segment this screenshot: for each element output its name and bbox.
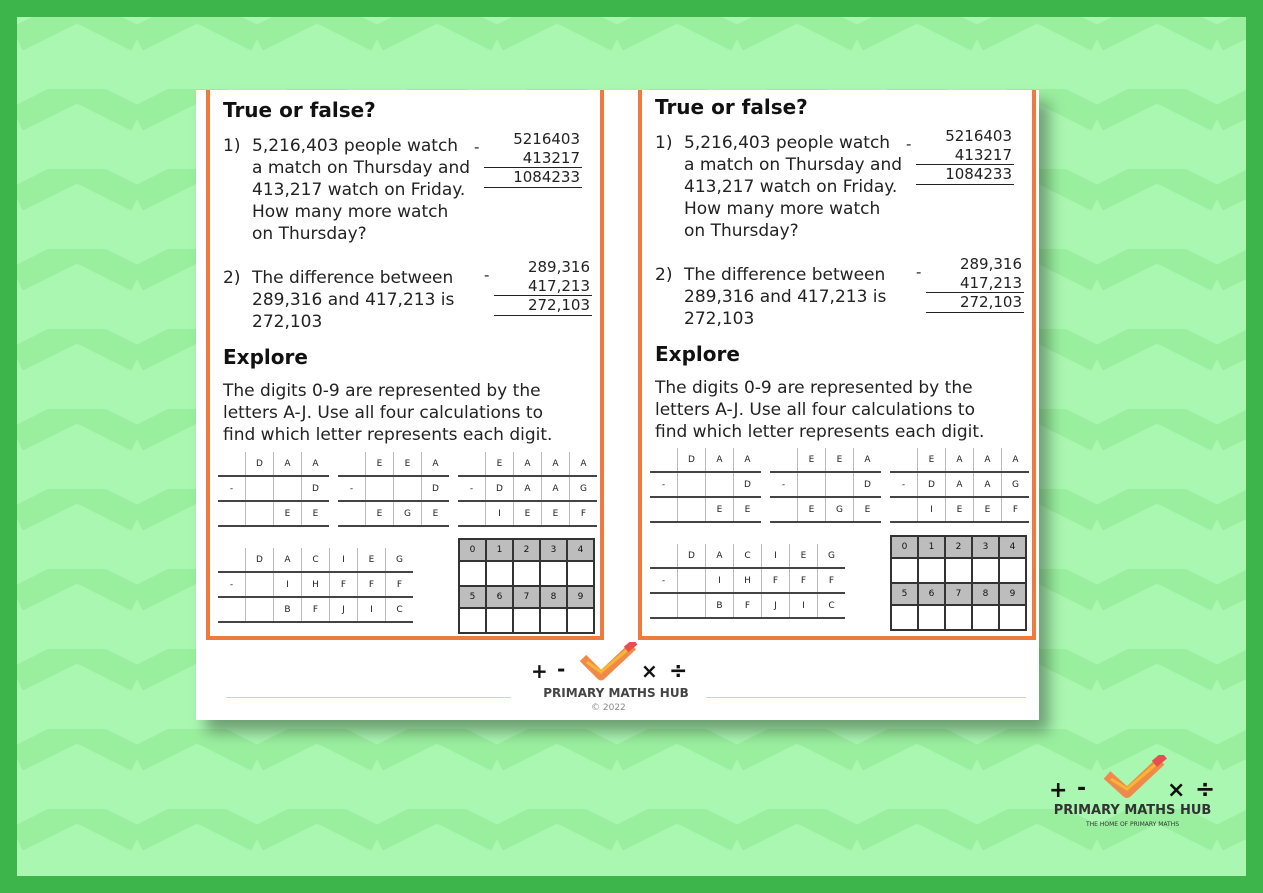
grid-cell: A [302, 452, 330, 476]
grid-cell: E [706, 497, 734, 522]
maths-symbols-tick-icon [1045, 755, 1220, 803]
grid-cell [678, 497, 706, 522]
logo-brand-name: PRIMARY MATHS HUB [1053, 803, 1212, 818]
grid-cell: D [302, 476, 330, 501]
digit-answer-cell [567, 561, 594, 586]
calc-line [484, 167, 582, 168]
grid-cell: A [974, 448, 1002, 472]
digit-header-cell: 9 [999, 583, 1026, 605]
grid-cell: - [218, 572, 246, 597]
worksheet-card-right [638, 90, 1036, 640]
grid-cell: H [734, 568, 762, 593]
grid-cell: I [486, 501, 514, 526]
digit-header-cell: 0 [891, 536, 918, 558]
grid-cell: F [302, 597, 330, 622]
digit-header-cell: 8 [540, 586, 567, 608]
calc-top-number: 289,316 [959, 255, 1022, 273]
grid-cell: E [798, 497, 826, 522]
grid-cell [246, 597, 274, 622]
digit-answer-cell [513, 561, 540, 586]
grid-cell: G [1002, 472, 1030, 497]
grid-cell: A [422, 452, 450, 476]
footer-copyright: © 2022 [591, 703, 626, 713]
digit-header-cell: 0 [459, 539, 486, 561]
grid-cell: E [946, 497, 974, 522]
grid-cell: A [854, 448, 882, 472]
worksheet-page [196, 90, 1039, 720]
grid-cell: A [514, 452, 542, 476]
grid-cell: C [818, 593, 846, 618]
grid-cell: E [358, 548, 386, 572]
grid-cell [890, 448, 918, 472]
q2-calculation [916, 255, 1022, 319]
grid-cell: H [302, 572, 330, 597]
grid-cell [366, 476, 394, 501]
grid-cell: E [790, 544, 818, 568]
question-1-number: 1) [655, 133, 673, 153]
grid-cell: F [762, 568, 790, 593]
grid-cell: A [974, 472, 1002, 497]
grid-cell [826, 472, 854, 497]
grid-cell: F [1002, 497, 1030, 522]
digit-answer-grid [890, 535, 1027, 631]
calc-answer: 1084233 [513, 168, 580, 186]
grid-cell [338, 452, 366, 476]
grid-cell: - [770, 472, 798, 497]
grid-cell [770, 497, 798, 522]
explore-heading: Explore [223, 345, 308, 369]
footer-divider-left [226, 697, 511, 698]
digit-header-cell: 4 [999, 536, 1026, 558]
digit-answer-cell [972, 558, 999, 583]
svg-text:-: - [557, 657, 566, 681]
question-2-text: The difference between 289,316 and 417,213 is 272,103 [252, 268, 455, 332]
grid-cell [650, 497, 678, 522]
grid-cell: C [386, 597, 414, 622]
grid-cell [678, 472, 706, 497]
grid-cell: G [386, 548, 414, 572]
grid-cell: C [734, 544, 762, 568]
grid-cell [678, 568, 706, 593]
calc-line [926, 312, 1024, 313]
grid-cell: - [458, 476, 486, 501]
grid-cell [246, 476, 274, 501]
true-or-false-heading: True or false? [223, 98, 376, 122]
explore-instructions: The digits 0-9 are represented by the letters A-J. Use all four calculations to find which letter represents each digit. [655, 378, 985, 442]
digit-answer-cell [567, 608, 594, 633]
grid-cell: E [798, 448, 826, 472]
grid-cell: E [394, 452, 422, 476]
grid-cell: A [570, 452, 598, 476]
grid-cell [678, 593, 706, 618]
q1-calculation [474, 130, 580, 194]
calc-line [926, 292, 1024, 293]
grid-cell: - [218, 476, 246, 501]
digit-answer-cell [459, 561, 486, 586]
digit-answer-cell [999, 558, 1026, 583]
question-2-text: The difference between 289,316 and 417,213 is 272,103 [684, 265, 887, 329]
calc-answer: 272,103 [959, 293, 1022, 311]
grid-cell: G [570, 476, 598, 501]
grid-cell: E [422, 501, 450, 526]
grid-cell [798, 472, 826, 497]
grid-cell [770, 448, 798, 472]
grid-cell [246, 572, 274, 597]
grid-cell: D [246, 548, 274, 572]
explore-instructions: The digits 0-9 are represented by the letters A-J. Use all four calculations to find which letter represents each digit. [223, 381, 553, 445]
grid-cell: E [918, 448, 946, 472]
calc-top-number: 5216403 [945, 127, 1012, 145]
grid-cell: D [678, 448, 706, 472]
grid-cell: I [330, 548, 358, 572]
grid-cell: D [246, 452, 274, 476]
calc-subtracted-number: 413217 [954, 146, 1012, 164]
calc-line [494, 295, 592, 296]
maths-symbols-tick-icon [521, 642, 711, 688]
calc-top-number: 289,316 [527, 258, 590, 276]
digit-header-cell: 6 [918, 583, 945, 605]
digit-header-cell: 3 [972, 536, 999, 558]
grid-cell: F [386, 572, 414, 597]
digit-answer-cell [945, 558, 972, 583]
digit-answer-cell [918, 558, 945, 583]
grid-cell: I [274, 572, 302, 597]
grid-cell [218, 548, 246, 572]
digit-answer-cell [891, 605, 918, 630]
svg-text:÷: ÷ [1195, 775, 1216, 803]
grid-cell: - [650, 472, 678, 497]
grid-cell [218, 597, 246, 622]
grid-cell: E [486, 452, 514, 476]
digit-answer-cell [486, 561, 513, 586]
grid-cell: F [734, 593, 762, 618]
grid-cell: J [762, 593, 790, 618]
question-1-text: 5,216,403 people watch a match on Thursday and 413,217 watch on Friday. How many more watch on Thursday? [252, 136, 471, 244]
grid-cell [458, 452, 486, 476]
letter-calculation-grid [218, 452, 329, 527]
grid-cell: A [706, 544, 734, 568]
grid-cell: A [946, 472, 974, 497]
grid-cell: E [974, 497, 1002, 522]
digit-header-cell: 7 [513, 586, 540, 608]
digit-header-cell: 5 [891, 583, 918, 605]
calc-line [494, 315, 592, 316]
grid-cell: I [918, 497, 946, 522]
grid-cell: D [854, 472, 882, 497]
q1-calculation [906, 127, 1012, 191]
minus-sign: - [906, 135, 912, 153]
grid-cell: F [358, 572, 386, 597]
grid-cell: E [366, 452, 394, 476]
digit-header-cell: 2 [513, 539, 540, 561]
digit-answer-cell [540, 561, 567, 586]
footer-divider-right [706, 697, 1026, 698]
grid-cell: A [946, 448, 974, 472]
letter-calculation-grid [338, 452, 449, 527]
grid-cell [890, 497, 918, 522]
primary-maths-hub-logo [1045, 755, 1220, 835]
digit-answer-cell [459, 608, 486, 633]
letter-calculation-grid [770, 448, 881, 523]
calc-answer: 272,103 [527, 296, 590, 314]
question-1-text: 5,216,403 people watch a match on Thursday and 413,217 watch on Friday. How many more watch on Thursday? [684, 133, 903, 241]
digit-header-cell: 2 [945, 536, 972, 558]
digit-answer-grid [458, 538, 595, 634]
grid-cell [706, 472, 734, 497]
digit-answer-cell [891, 558, 918, 583]
digit-header-cell: 1 [486, 539, 513, 561]
grid-cell: - [338, 476, 366, 501]
letter-calculation-grid [650, 448, 761, 523]
grid-cell [394, 476, 422, 501]
digit-header-cell: 5 [459, 586, 486, 608]
letter-calculation-grid [458, 452, 597, 527]
digit-header-cell: 9 [567, 586, 594, 608]
grid-cell [458, 501, 486, 526]
svg-text:×: × [1167, 778, 1186, 803]
grid-cell [650, 593, 678, 618]
calc-line [916, 184, 1014, 185]
digit-header-cell: 8 [972, 583, 999, 605]
grid-cell: E [302, 501, 330, 526]
grid-cell: B [706, 593, 734, 618]
svg-text:+: + [531, 659, 548, 683]
grid-cell: A [542, 476, 570, 501]
svg-text:÷: ÷ [669, 659, 688, 684]
minus-sign: - [916, 263, 922, 281]
calc-line [484, 187, 582, 188]
grid-cell: B [274, 597, 302, 622]
grid-cell: G [826, 497, 854, 522]
explore-heading: Explore [655, 342, 740, 366]
grid-cell: E [366, 501, 394, 526]
grid-cell: A [706, 448, 734, 472]
grid-cell [246, 501, 274, 526]
grid-cell: E [854, 497, 882, 522]
minus-sign: - [484, 266, 490, 284]
digit-header-cell: 4 [567, 539, 594, 561]
grid-cell: - [650, 568, 678, 593]
grid-cell: J [330, 597, 358, 622]
grid-cell: A [514, 476, 542, 501]
grid-cell: E [274, 501, 302, 526]
calc-subtracted-number: 417,213 [527, 277, 590, 295]
grid-cell [338, 501, 366, 526]
grid-cell: I [790, 593, 818, 618]
grid-cell [218, 452, 246, 476]
svg-text:+: + [1049, 778, 1068, 803]
grid-cell: F [818, 568, 846, 593]
digit-header-cell: 6 [486, 586, 513, 608]
digit-answer-cell [999, 605, 1026, 630]
grid-cell: D [486, 476, 514, 501]
grid-cell: C [302, 548, 330, 572]
digit-answer-cell [945, 605, 972, 630]
svg-text:×: × [641, 659, 658, 683]
grid-cell: A [274, 548, 302, 572]
grid-cell: A [542, 452, 570, 476]
grid-cell: I [358, 597, 386, 622]
grid-cell: A [1002, 448, 1030, 472]
grid-cell: F [570, 501, 598, 526]
digit-answer-cell [918, 605, 945, 630]
grid-cell: D [422, 476, 450, 501]
calc-line [916, 164, 1014, 165]
grid-cell: F [330, 572, 358, 597]
grid-cell: A [274, 452, 302, 476]
minus-sign: - [474, 138, 480, 156]
digit-answer-cell [540, 608, 567, 633]
grid-cell: - [890, 472, 918, 497]
footer-brand-name: PRIMARY MATHS HUB [543, 686, 689, 700]
grid-cell [218, 501, 246, 526]
grid-cell: D [678, 544, 706, 568]
calc-top-number: 5216403 [513, 130, 580, 148]
calc-subtracted-number: 417,213 [959, 274, 1022, 292]
question-1-number: 1) [223, 136, 241, 156]
worksheet-card-left [206, 90, 604, 640]
letter-calculation-grid [890, 448, 1029, 523]
calc-answer: 1084233 [945, 165, 1012, 183]
grid-cell [650, 544, 678, 568]
grid-cell: G [394, 501, 422, 526]
grid-cell: I [762, 544, 790, 568]
question-2-number: 2) [223, 268, 241, 288]
q2-calculation [484, 258, 590, 322]
grid-cell: A [734, 448, 762, 472]
logo-tagline: THE HOME OF PRIMARY MATHS [1085, 821, 1180, 828]
worksheet-footer [196, 642, 1039, 720]
digit-answer-cell [486, 608, 513, 633]
grid-cell: E [514, 501, 542, 526]
calc-subtracted-number: 413217 [522, 149, 580, 167]
svg-text:-: - [1077, 776, 1087, 801]
digit-header-cell: 1 [918, 536, 945, 558]
digit-answer-cell [972, 605, 999, 630]
letter-calculation-grid [218, 548, 413, 623]
grid-cell [274, 476, 302, 501]
true-or-false-heading: True or false? [655, 95, 808, 119]
grid-cell: D [918, 472, 946, 497]
grid-cell: I [706, 568, 734, 593]
grid-cell: E [734, 497, 762, 522]
grid-cell: E [542, 501, 570, 526]
digit-header-cell: 3 [540, 539, 567, 561]
digit-header-cell: 7 [945, 583, 972, 605]
grid-cell: E [826, 448, 854, 472]
question-2-number: 2) [655, 265, 673, 285]
grid-cell: D [734, 472, 762, 497]
grid-cell: G [818, 544, 846, 568]
letter-calculation-grid [650, 544, 845, 619]
digit-answer-cell [513, 608, 540, 633]
grid-cell [650, 448, 678, 472]
grid-cell: F [790, 568, 818, 593]
